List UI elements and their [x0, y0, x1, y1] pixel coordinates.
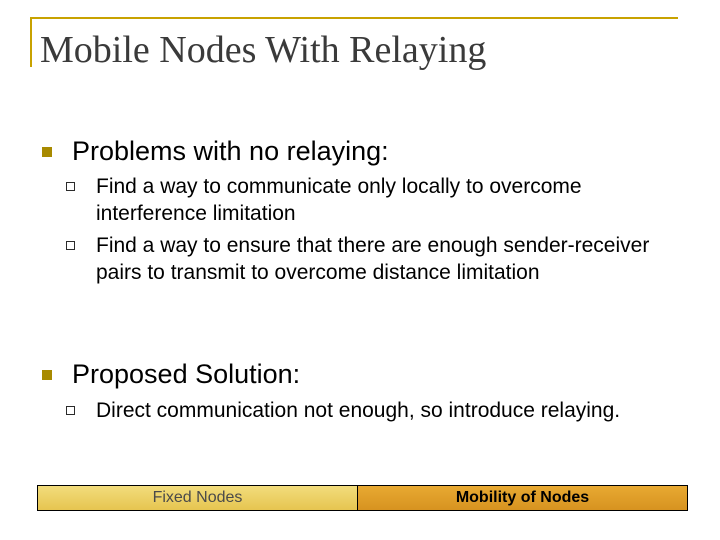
- sub-bullet-item: [66, 232, 656, 286]
- bullet-item-proposed-solution: [42, 357, 300, 391]
- bullet-item-problems: [42, 134, 389, 168]
- hollow-square-bullet-icon: [66, 241, 75, 250]
- footer-fixed-nodes: Fixed Nodes: [38, 486, 358, 510]
- footer-bar: [37, 485, 688, 511]
- footer-mobility-of-nodes: Mobility of Nodes: [358, 486, 687, 510]
- hollow-square-bullet-icon: [66, 182, 75, 191]
- bullet-text: Proposed Solution:: [72, 359, 301, 389]
- sub-bullet-item: [66, 397, 656, 424]
- square-bullet-icon: [42, 370, 52, 380]
- sub-bullet-text: Find a way to ensure that there are enough sender-receiver pairs to transmit to overcome distance limitation: [96, 234, 650, 284]
- square-bullet-icon: [42, 147, 52, 157]
- sub-bullet-item: [66, 173, 656, 227]
- bullet-text: Problems with no relaying:: [72, 136, 389, 166]
- title-frame-left-line: [30, 17, 32, 67]
- sub-bullet-text: Direct communication not enough, so introduce relaying.: [96, 399, 621, 422]
- slide-title: Mobile Nodes With Relaying: [40, 29, 487, 71]
- hollow-square-bullet-icon: [66, 406, 75, 415]
- title-frame-top-line: [30, 17, 678, 19]
- sub-bullet-text: Find a way to communicate only locally to overcome interference limitation: [96, 175, 582, 225]
